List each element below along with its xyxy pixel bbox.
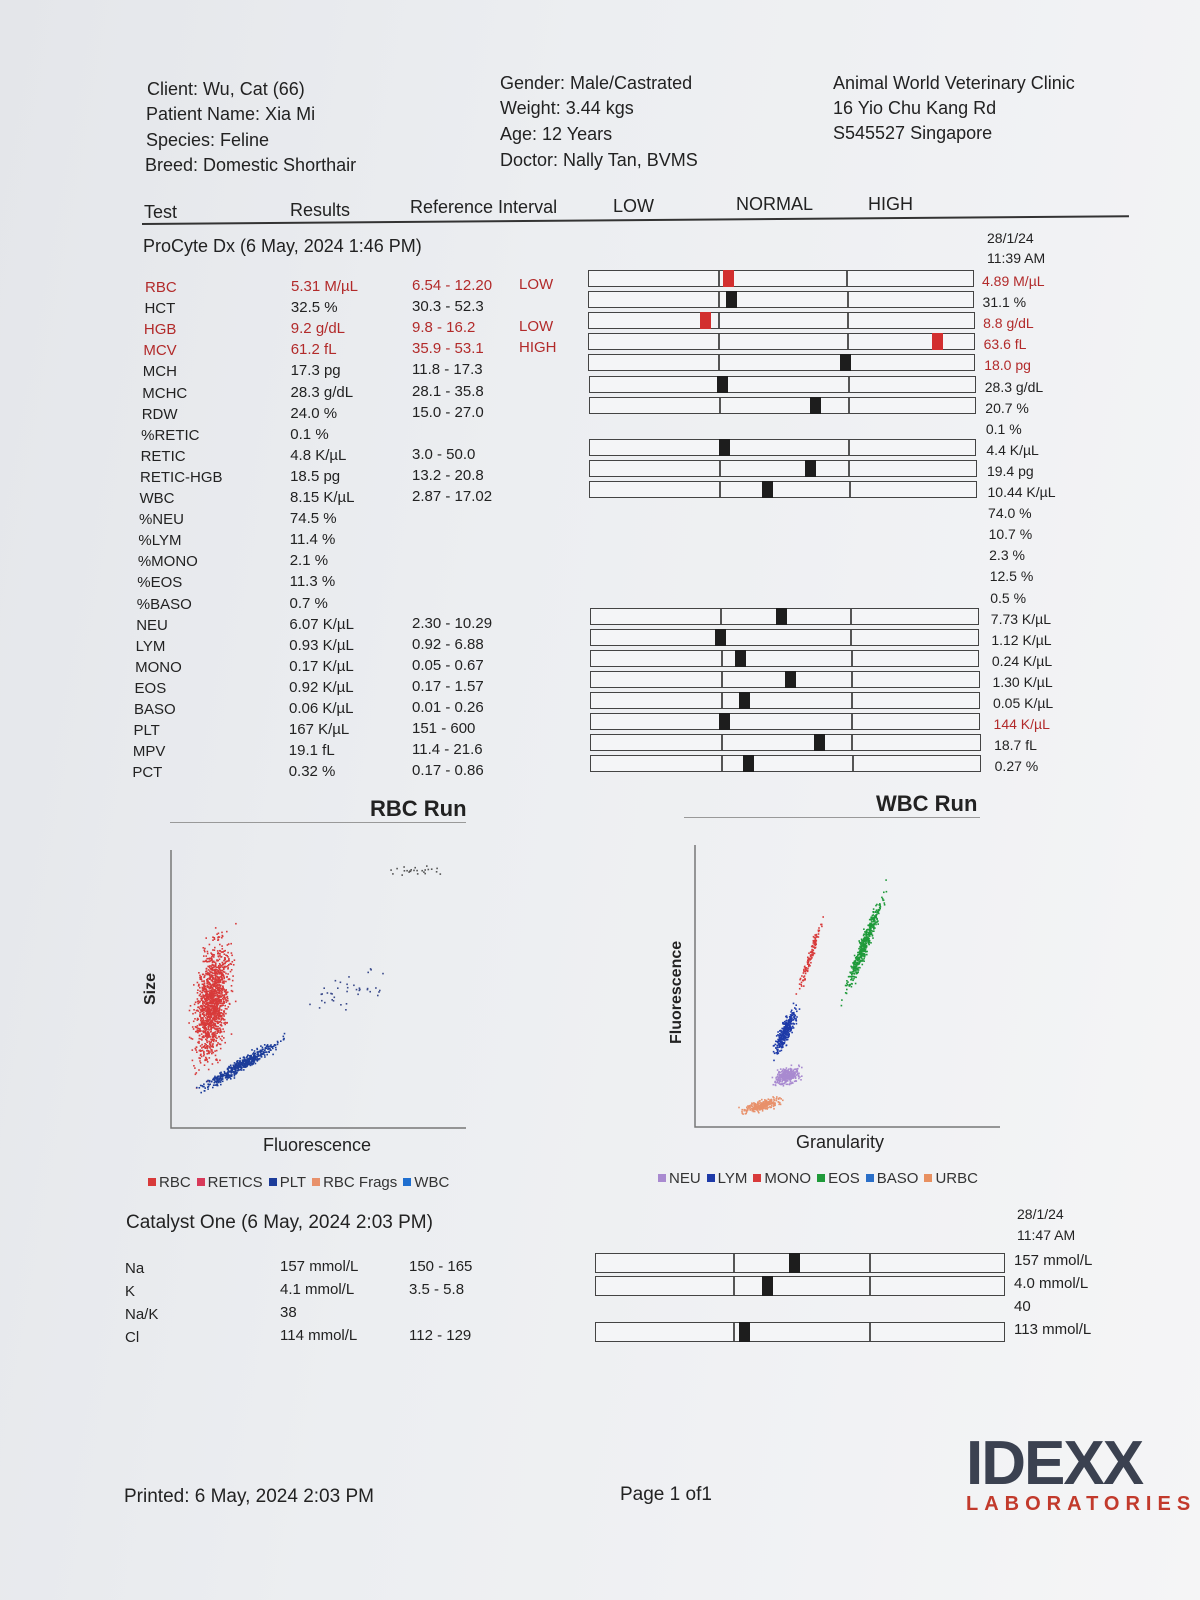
range-bar-divider (847, 313, 849, 328)
row-test-name: MCH (142, 363, 177, 381)
row-reference: 151 - 600 (412, 720, 476, 738)
clinic-address-line2: S545527 Singapore (833, 123, 993, 143)
row-result: 0.7 % (289, 594, 328, 612)
range-bar-divider (721, 651, 723, 666)
range-bar (589, 439, 977, 456)
catalyst-result: 114 mmol/L (280, 1327, 358, 1344)
scatter-top (390, 865, 441, 876)
urbc-cluster (738, 1096, 783, 1115)
legend-swatch (866, 1174, 874, 1182)
catalyst-reference: 112 - 129 (409, 1327, 472, 1344)
catalyst-result: 157 mmol/L (280, 1258, 359, 1275)
plot-axes (171, 850, 466, 1128)
row-result: 32.5 % (290, 299, 338, 317)
scatter-sparse (309, 968, 384, 1011)
row-result: 167 K/µL (288, 721, 350, 739)
legend-swatch (148, 1178, 156, 1186)
catalyst-test-name: K (125, 1283, 136, 1300)
rbc-run-scatter (150, 840, 490, 1140)
idexx-logo-subtitle: LABORATORIES (966, 1493, 1197, 1515)
range-bar (590, 671, 980, 688)
range-marker (719, 713, 730, 730)
range-marker (762, 481, 773, 498)
rbc-run-xlabel: Fluorescence (263, 1135, 372, 1155)
row-reference: 9.8 - 16.2 (412, 319, 476, 337)
range-bar-divider (851, 693, 853, 708)
row-reference: 11.4 - 21.6 (412, 741, 483, 759)
row-test-name: LYM (135, 637, 166, 655)
rbc-run-rule (170, 822, 466, 823)
row-test-name: EOS (134, 679, 167, 697)
row-test-name: BASO (134, 701, 176, 718)
range-bar-divider (718, 334, 720, 349)
range-bar-divider (848, 377, 850, 392)
range-marker (814, 734, 825, 751)
procyte-prev-date: 28/1/24 (987, 230, 1034, 246)
row-test-name: %MONO (137, 553, 198, 571)
weight-label: Weight: 3.44 kgs (500, 98, 634, 118)
row-reference: 0.05 - 0.67 (412, 656, 484, 674)
range-bar-divider (848, 440, 850, 455)
plot-axes (695, 845, 1000, 1127)
rbc-cluster (188, 923, 236, 1089)
range-bar (589, 460, 977, 477)
range-marker (785, 671, 796, 688)
row-result: 4.8 K/µL (290, 446, 347, 464)
legend-swatch (817, 1174, 825, 1182)
row-test-name: PLT (133, 722, 160, 740)
range-marker (840, 354, 851, 371)
row-result: 11.3 % (289, 573, 336, 591)
row-result: 0.17 K/µL (289, 657, 354, 675)
patient-name-label: Patient Name: Xia Mi (146, 104, 316, 124)
row-result: 24.0 % (290, 404, 338, 422)
col-results: Results (290, 200, 351, 220)
page-number: Page 1 of1 (620, 1484, 712, 1505)
range-marker (762, 1276, 773, 1296)
catalyst-prev-date: 28/1/24 (1017, 1206, 1064, 1222)
row-test-name: PCT (132, 764, 163, 782)
legend-swatch (197, 1178, 205, 1186)
legend-label: RETICS (207, 1174, 263, 1191)
row-test-name: NEU (136, 616, 168, 634)
eos-cluster (841, 879, 888, 1006)
catalyst-previous-result: 4.0 mmol/L (1014, 1275, 1089, 1292)
col-normal: NORMAL (736, 194, 814, 214)
client-label: Client: Wu, Cat (66) (147, 79, 305, 99)
range-bar-divider (733, 1277, 735, 1295)
range-bar (595, 1276, 1005, 1296)
range-marker (932, 333, 943, 350)
wbc-run-legend (652, 1170, 978, 1187)
row-previous-result: 20.7 % (985, 399, 1029, 416)
range-marker (810, 397, 821, 414)
row-test-name: RBC (145, 279, 177, 296)
legend-label: EOS (828, 1170, 860, 1187)
range-bar-divider (721, 672, 723, 687)
row-previous-result: 144 K/µL (993, 716, 1050, 733)
legend-swatch (312, 1178, 320, 1186)
range-marker (739, 1322, 750, 1342)
printed-timestamp: Printed: 6 May, 2024 2:03 PM (124, 1486, 374, 1507)
catalyst-result: 4.1 mmol/L (280, 1281, 355, 1298)
range-bar-divider (851, 651, 853, 666)
row-reference: 6.54 - 12.20 (412, 277, 493, 294)
range-bar-divider (733, 1323, 735, 1341)
row-result: 6.07 K/µL (289, 615, 354, 633)
age-label: Age: 12 Years (500, 124, 613, 144)
row-reference: 28.1 - 35.8 (412, 382, 484, 400)
wbc-run-ylabel: Fluorescence (668, 940, 685, 1044)
col-reference-interval: Reference Interval (410, 197, 558, 217)
catalyst-test-name: Cl (125, 1329, 140, 1346)
range-bar-divider (869, 1254, 871, 1272)
range-bar (590, 713, 980, 730)
species-label: Species: Feline (146, 130, 270, 150)
range-bar (589, 397, 976, 414)
row-test-name: %LYM (138, 532, 182, 550)
row-previous-result: 63.6 fL (983, 336, 1027, 353)
row-result: 5.31 M/µL (291, 278, 359, 295)
row-reference: 15.0 - 27.0 (412, 403, 484, 421)
catalyst-previous-result: 40 (1014, 1298, 1031, 1315)
row-result: 0.32 % (288, 763, 336, 781)
legend-label: LYM (717, 1170, 748, 1187)
range-marker (719, 439, 730, 456)
idexx-logo-wordmark: IDEXX (966, 1429, 1143, 1498)
row-test-name: %NEU (138, 511, 184, 529)
row-test-name: RETIC (140, 447, 186, 465)
row-reference: 2.87 - 17.02 (412, 488, 493, 505)
range-bar-divider (846, 271, 848, 286)
range-bar (590, 608, 979, 625)
row-test-name: %RETIC (141, 426, 200, 444)
row-result: 17.3 pg (290, 362, 341, 380)
range-bar-divider (848, 461, 850, 476)
row-result: 0.06 K/µL (289, 700, 354, 717)
catalyst-reference: 3.5 - 5.8 (409, 1281, 465, 1298)
range-marker (715, 629, 726, 646)
rbc-run-legend (142, 1174, 449, 1191)
row-reference: 0.01 - 0.26 (412, 699, 484, 716)
doctor-label: Doctor: Nally Tan, BVMS (500, 150, 698, 170)
legend-swatch (269, 1178, 277, 1186)
catalyst-prev-time: 11:47 AM (1017, 1227, 1076, 1243)
row-test-name: MCV (143, 342, 177, 360)
wbc-run-rule (684, 817, 980, 818)
range-marker (717, 376, 728, 393)
row-test-name: WBC (139, 490, 175, 507)
range-bar-divider (849, 482, 851, 497)
neu-cluster (772, 1065, 803, 1087)
legend-label: URBC (935, 1170, 978, 1187)
range-bar-divider (720, 609, 722, 624)
range-bar (595, 1253, 1005, 1273)
row-test-name: HCT (144, 300, 176, 318)
col-low: LOW (613, 196, 655, 216)
gender-label: Gender: Male/Castrated (500, 73, 693, 93)
range-bar-divider (733, 1254, 735, 1272)
row-result: 9.2 g/dL (290, 320, 346, 338)
catalyst-test-name: Na/K (125, 1306, 159, 1323)
legend-swatch (753, 1174, 761, 1182)
legend-label: WBC (414, 1174, 450, 1191)
idexx-logo (966, 1428, 1196, 1516)
row-reference: 13.2 - 20.8 (412, 466, 484, 484)
range-bar (590, 629, 979, 646)
row-previous-result: 31.1 % (982, 294, 1027, 311)
row-result: 11.4 % (289, 531, 336, 549)
row-result: 0.92 K/µL (289, 678, 354, 696)
row-previous-result: 2.3 % (989, 547, 1025, 564)
range-bar (595, 1322, 1005, 1342)
range-marker (743, 755, 754, 772)
range-marker (735, 650, 746, 667)
col-high: HIGH (868, 194, 913, 214)
range-bar (588, 291, 974, 308)
range-marker (776, 608, 787, 625)
row-test-name: RDW (141, 405, 178, 423)
row-reference: 30.3 - 52.3 (412, 298, 484, 316)
clinic-address-line1: 16 Yio Chu Kang Rd (833, 98, 997, 118)
row-test-name: MONO (135, 658, 182, 676)
range-bar-divider (719, 398, 721, 413)
row-reference: 0.17 - 1.57 (412, 677, 484, 695)
legend-swatch (403, 1178, 411, 1186)
row-previous-result: 8.8 g/dL (983, 315, 1034, 332)
range-bar-divider (850, 609, 852, 624)
row-previous-result: 74.0 % (988, 505, 1032, 522)
range-bar-divider (847, 292, 849, 307)
range-bar-divider (847, 334, 849, 349)
range-bar (588, 354, 975, 371)
legend-label: MONO (764, 1170, 812, 1187)
range-bar-divider (851, 672, 853, 687)
range-bar-divider (851, 735, 853, 750)
row-previous-result: 0.27 % (994, 758, 1039, 775)
mono-cluster (796, 916, 825, 995)
range-bar-divider (852, 756, 854, 771)
row-test-name: HGB (143, 321, 177, 339)
catalyst-result: 38 (280, 1304, 297, 1321)
row-previous-result: 18.7 fL (994, 737, 1037, 754)
row-reference: 35.9 - 53.1 (412, 340, 484, 358)
row-previous-result: 1.30 K/µL (992, 673, 1053, 690)
legend-swatch (658, 1174, 666, 1182)
rbc-run-ylabel: Size (142, 972, 159, 1005)
row-previous-result: 10.44 K/µL (987, 484, 1056, 500)
wbc-run-title: WBC Run (876, 791, 978, 816)
range-bar (589, 376, 976, 393)
wbc-run-xlabel: Granularity (796, 1132, 885, 1152)
row-result: 2.1 % (289, 552, 329, 570)
range-bar-divider (719, 461, 721, 476)
clinic-name: Animal World Veterinary Clinic (833, 73, 1075, 93)
row-flag: LOW (519, 318, 554, 336)
range-bar-divider (719, 482, 721, 497)
range-bar (590, 650, 980, 667)
range-bar-divider (851, 714, 853, 729)
range-bar (590, 755, 981, 772)
legend-label: BASO (876, 1170, 919, 1187)
row-result: 74.5 % (289, 510, 337, 528)
breed-label: Breed: Domestic Shorthair (145, 155, 357, 175)
range-bar (588, 333, 975, 350)
range-bar-divider (718, 313, 720, 328)
range-bar-divider (718, 292, 720, 307)
procyte-prev-time: 11:39 AM (987, 250, 1046, 266)
range-bar-divider (850, 630, 852, 645)
row-previous-result: 10.7 % (988, 526, 1033, 543)
catalyst-test-name: Na (125, 1260, 145, 1277)
row-reference: 0.92 - 6.88 (412, 635, 484, 653)
row-flag: HIGH (519, 339, 557, 357)
lym-cluster (773, 1003, 801, 1062)
legend-swatch (924, 1174, 932, 1182)
catalyst-previous-result: 113 mmol/L (1014, 1321, 1092, 1338)
range-bar-divider (869, 1277, 871, 1295)
row-previous-result: 28.3 g/dL (984, 378, 1044, 395)
range-marker (723, 270, 734, 287)
row-reference: 3.0 - 50.0 (412, 445, 476, 463)
legend-label: RBC Frags (323, 1174, 398, 1191)
range-bar-divider (721, 693, 723, 708)
row-reference: 2.30 - 10.29 (412, 614, 493, 632)
row-result: 18.5 pg (290, 467, 341, 485)
procyte-title: ProCyte Dx (6 May, 2024 1:46 PM) (143, 236, 422, 256)
col-test: Test (144, 202, 178, 222)
row-test-name: %EOS (137, 574, 183, 592)
range-bar (590, 692, 980, 709)
range-bar-divider (721, 735, 723, 750)
legend-label: PLT (279, 1174, 307, 1191)
range-bar (589, 481, 977, 498)
range-bar (588, 270, 974, 287)
row-previous-result: 4.89 M/µL (982, 273, 1045, 289)
row-previous-result: 19.4 pg (986, 462, 1034, 479)
range-bar-divider (721, 756, 723, 771)
row-result: 28.3 g/dL (290, 383, 354, 401)
range-bar (588, 312, 974, 329)
range-bar-divider (848, 398, 850, 413)
row-previous-result: 12.5 % (989, 568, 1034, 585)
row-previous-result: 0.1 % (985, 420, 1022, 437)
row-previous-result: 4.4 K/µL (986, 441, 1039, 458)
row-flag: LOW (519, 276, 554, 293)
range-marker (739, 692, 750, 709)
range-marker (789, 1253, 800, 1273)
row-result: 0.1 % (290, 425, 329, 443)
range-marker (726, 291, 737, 308)
row-previous-result: 0.05 K/µL (993, 695, 1054, 711)
legend-swatch (707, 1174, 715, 1182)
catalyst-reference: 150 - 165 (409, 1258, 473, 1275)
range-bar-divider (718, 271, 720, 286)
row-previous-result: 1.12 K/µL (991, 631, 1052, 648)
row-previous-result: 0.5 % (990, 589, 1027, 606)
legend-label: RBC (159, 1174, 191, 1191)
row-reference: 11.8 - 17.3 (412, 361, 483, 379)
row-test-name: RETIC-HGB (140, 468, 223, 486)
range-bar-divider (869, 1323, 871, 1341)
range-bar (590, 734, 980, 751)
row-result: 0.93 K/µL (289, 636, 354, 654)
row-test-name: MPV (132, 743, 166, 761)
row-previous-result: 0.24 K/µL (991, 652, 1053, 669)
row-result: 61.2 fL (290, 341, 337, 359)
range-marker (700, 312, 711, 329)
row-reference: 0.17 - 0.86 (412, 762, 484, 780)
row-test-name: %BASO (136, 595, 192, 613)
catalyst-previous-result: 157 mmol/L (1014, 1252, 1093, 1269)
rbc-run-title: RBC Run (370, 796, 467, 821)
row-result: 19.1 fL (288, 742, 335, 760)
row-previous-result: 18.0 pg (984, 357, 1031, 374)
row-previous-result: 7.73 K/µL (990, 610, 1052, 627)
range-marker (805, 460, 816, 477)
wbc-run-scatter (680, 835, 1010, 1135)
row-result: 8.15 K/µL (290, 489, 355, 506)
range-bar-divider (718, 355, 720, 370)
row-test-name: MCHC (142, 384, 188, 402)
catalyst-title: Catalyst One (6 May, 2024 2:03 PM) (126, 1212, 433, 1233)
legend-label: NEU (669, 1170, 701, 1187)
